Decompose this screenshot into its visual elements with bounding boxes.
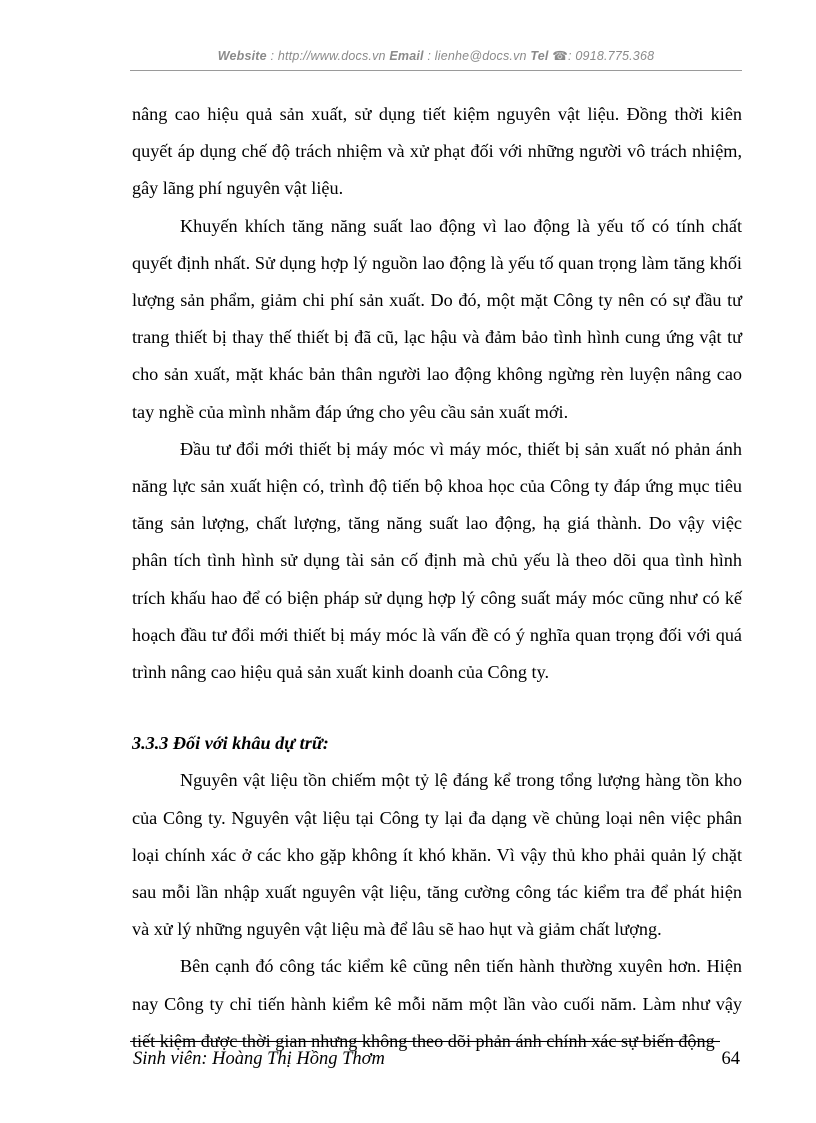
header-divider — [130, 70, 742, 71]
tel-value: ☎: 0918.775.368 — [552, 49, 655, 63]
footer-student-name: Sinh viên: Hoàng Thị Hồng Thơm — [133, 1049, 385, 1069]
tel-label: Tel — [530, 49, 549, 63]
paragraph-5: Bên cạnh đó công tác kiểm kê cũng nên tiến hành thường xuyên hơn. Hiện nay Công ty chỉ tiến hành kiểm kê mỗi năm một lần vào cuối năm. Làm như vậy tiết kiệm được thời gian nhưng không theo dõi phản ánh chính xác sự biến động — [132, 956, 742, 1051]
paragraph-2: Khuyến khích tăng năng suất lao động vì lao động là yếu tố có tính chất quyết định nhất. Sử dụng hợp lý nguồn lao động là yếu tố quan trọng làm tăng khối lượng sản phẩm, giảm chi phí sản xuất. Do đó, một mặt Công ty nên có sự đầu tư trang thiết bị thay thế thiết bị đã cũ, lạc hậu và đảm bảo tình hình cung ứng vật tư cho sản xuất, mặt khác bản thân người lao động không ngừng rèn luyện nâng cao tay nghề của mình nhằm đáp ứng cho yêu cầu sản xuất mới. — [132, 215, 742, 422]
paragraph-3: Đầu tư đổi mới thiết bị máy móc vì máy móc, thiết bị sản xuất nó phản ánh năng lực sản xuất hiện có, trình độ tiến bộ khoa học của Công ty đáp ứng mục tiêu tăng sản lượng, chất lượng, tăng năng suất lao động, hạ giá thành. Do vậy việc phân tích tình hình sử dụng tài sản cố định mà chủ yếu là theo dõi qua tình hình trích khấu hao để có biện pháp sử dụng hợp lý công suất máy móc cũng như có kế hoạch đầu tư đổi mới thiết bị máy móc là vấn đề có ý nghĩa quan trọng đối với quá trình nâng cao hiệu quả sản xuất kinh doanh của Công ty. — [132, 438, 742, 683]
document-body — [132, 96, 742, 1060]
page-number: 64 — [721, 1049, 740, 1069]
website-label: Website — [217, 49, 267, 63]
footer-divider — [130, 1041, 720, 1042]
section-heading: 3.3.3 Đối với khâu dự trữ: — [132, 733, 329, 754]
paragraph-1: nâng cao hiệu quả sản xuất, sử dụng tiết kiệm nguyên vật liệu. Đồng thời kiên quyết áp dụng chế độ trách nhiệm và xử phạt đối với những người vô trách nhiệm, gây lãng phí nguyên vật liệu. — [132, 104, 742, 199]
website-link[interactable]: : http://www.docs.vn — [270, 49, 386, 63]
email-label: Email — [389, 49, 424, 63]
paragraph-4: Nguyên vật liệu tồn chiếm một tỷ lệ đáng kể trong tổng lượng hàng tồn kho của Công ty. Nguyên vật liệu tại Công ty lại đa dạng về chủng loại nên việc phân loại chính xác ở các kho gặp không ít khó khăn. Vì vậy thủ kho phải quản lý chặt sau mỗi lần nhập xuất nguyên vật liệu, tăng cường công tác kiểm tra để phát hiện và xử lý những nguyên vật liệu mà để lâu sẽ hao hụt và giảm chất lượng. — [132, 770, 742, 940]
page-header — [130, 48, 742, 63]
email-link[interactable]: : lienhe@docs.vn — [427, 49, 527, 63]
